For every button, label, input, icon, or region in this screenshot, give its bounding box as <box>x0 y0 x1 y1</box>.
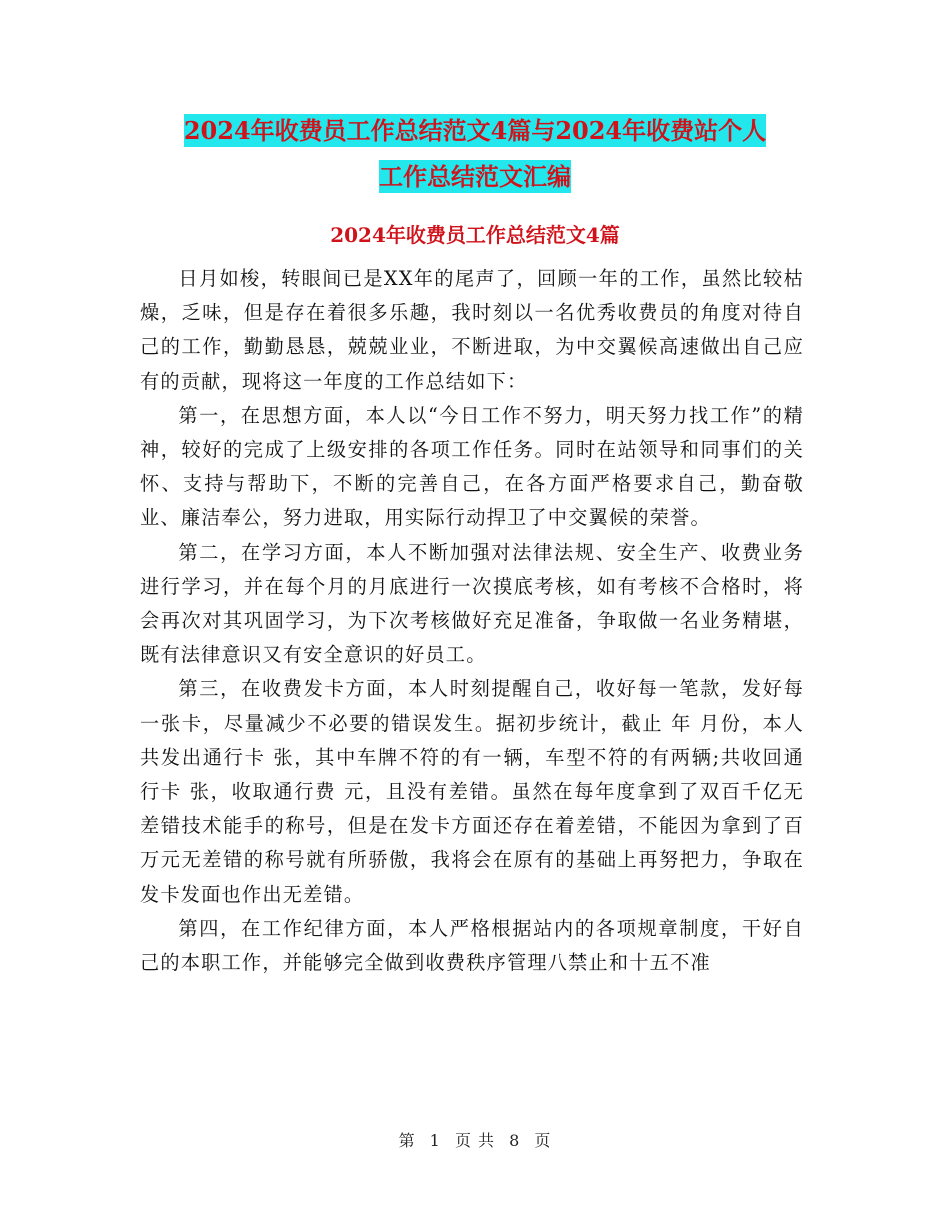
footer-mid: 页 共 <box>454 1131 496 1150</box>
document-body <box>140 262 804 980</box>
footer-total-pages: 8 <box>509 1131 521 1150</box>
footer-suffix: 页 <box>534 1131 552 1150</box>
document-title-line2: 工作总结范文汇编 <box>379 162 571 191</box>
paragraph-3: 第二，在学习方面，本人不断加强对法律法规、安全生产、收费业务进行学习，并在每个月的月底进行一次摸底考核，如有考核不合格时，将会再次对其巩固学习，为下次考核做好充足准备，争取做一名业务精堪，既有法律意识又有安全意识的好员工。 <box>140 540 804 667</box>
paragraph-4: 第三，在收费发卡方面，本人时刻提醒自己，收好每一笔款，发好每一张卡，尽量减少不必要的错误发生。据初步统计，截止 年 月份，本人共发出通行卡 张，其中车牌不符的有一辆，车型不符的有两辆;共收回通行卡 张，收取通行费 元，且没有差错。虽然在每年度拿到了双百千亿无差错技术能手的称号，但是在发卡方面还存在着差错，不能因为拿到了百万元无差错的称号就有所骄傲，我将会在原有的基础上再努把力，争取在发卡发面也作出无差错。 <box>140 677 804 906</box>
page-footer <box>0 1128 950 1151</box>
paragraph-1: 日月如梭，转眼间已是XX年的尾声了，回顾一年的工作，虽然比较枯燥，乏味，但是存在着很多乐趣，我时刻以一名优秀收费员的角度对待自己的工作，勤勤恳恳，兢兢业业，不断进取，为中交翼候高速做出自己应有的贡献，现将这一年度的工作总结如下： <box>140 267 804 393</box>
footer-current-page: 1 <box>429 1131 441 1150</box>
footer-prefix: 第 <box>398 1131 416 1150</box>
section-title: 2024年收费员工作总结范文4篇 <box>330 223 620 247</box>
paragraph-5: 第四，在工作纪律方面，本人严格根据站内的各项规章制度，干好自己的本职工作，并能够完全做到收费秩序管理八禁止和十五不准 <box>140 916 804 975</box>
paragraph-2: 第一，在思想方面，本人以“今日工作不努力，明天努力找工作”的精神，较好的完成了上级安排的各项工作任务。同时在站领导和同事们的关怀、支持与帮助下，不断的完善自己，在各方面严格要求自己，勤奋敬业、廉洁奉公，努力进取，用实际行动捍卫了中交翼候的荣誉。 <box>140 403 804 530</box>
document-title <box>140 108 810 200</box>
document-title-line1: 2024年收费员工作总结范文4篇与2024年收费站个人 <box>183 116 767 145</box>
